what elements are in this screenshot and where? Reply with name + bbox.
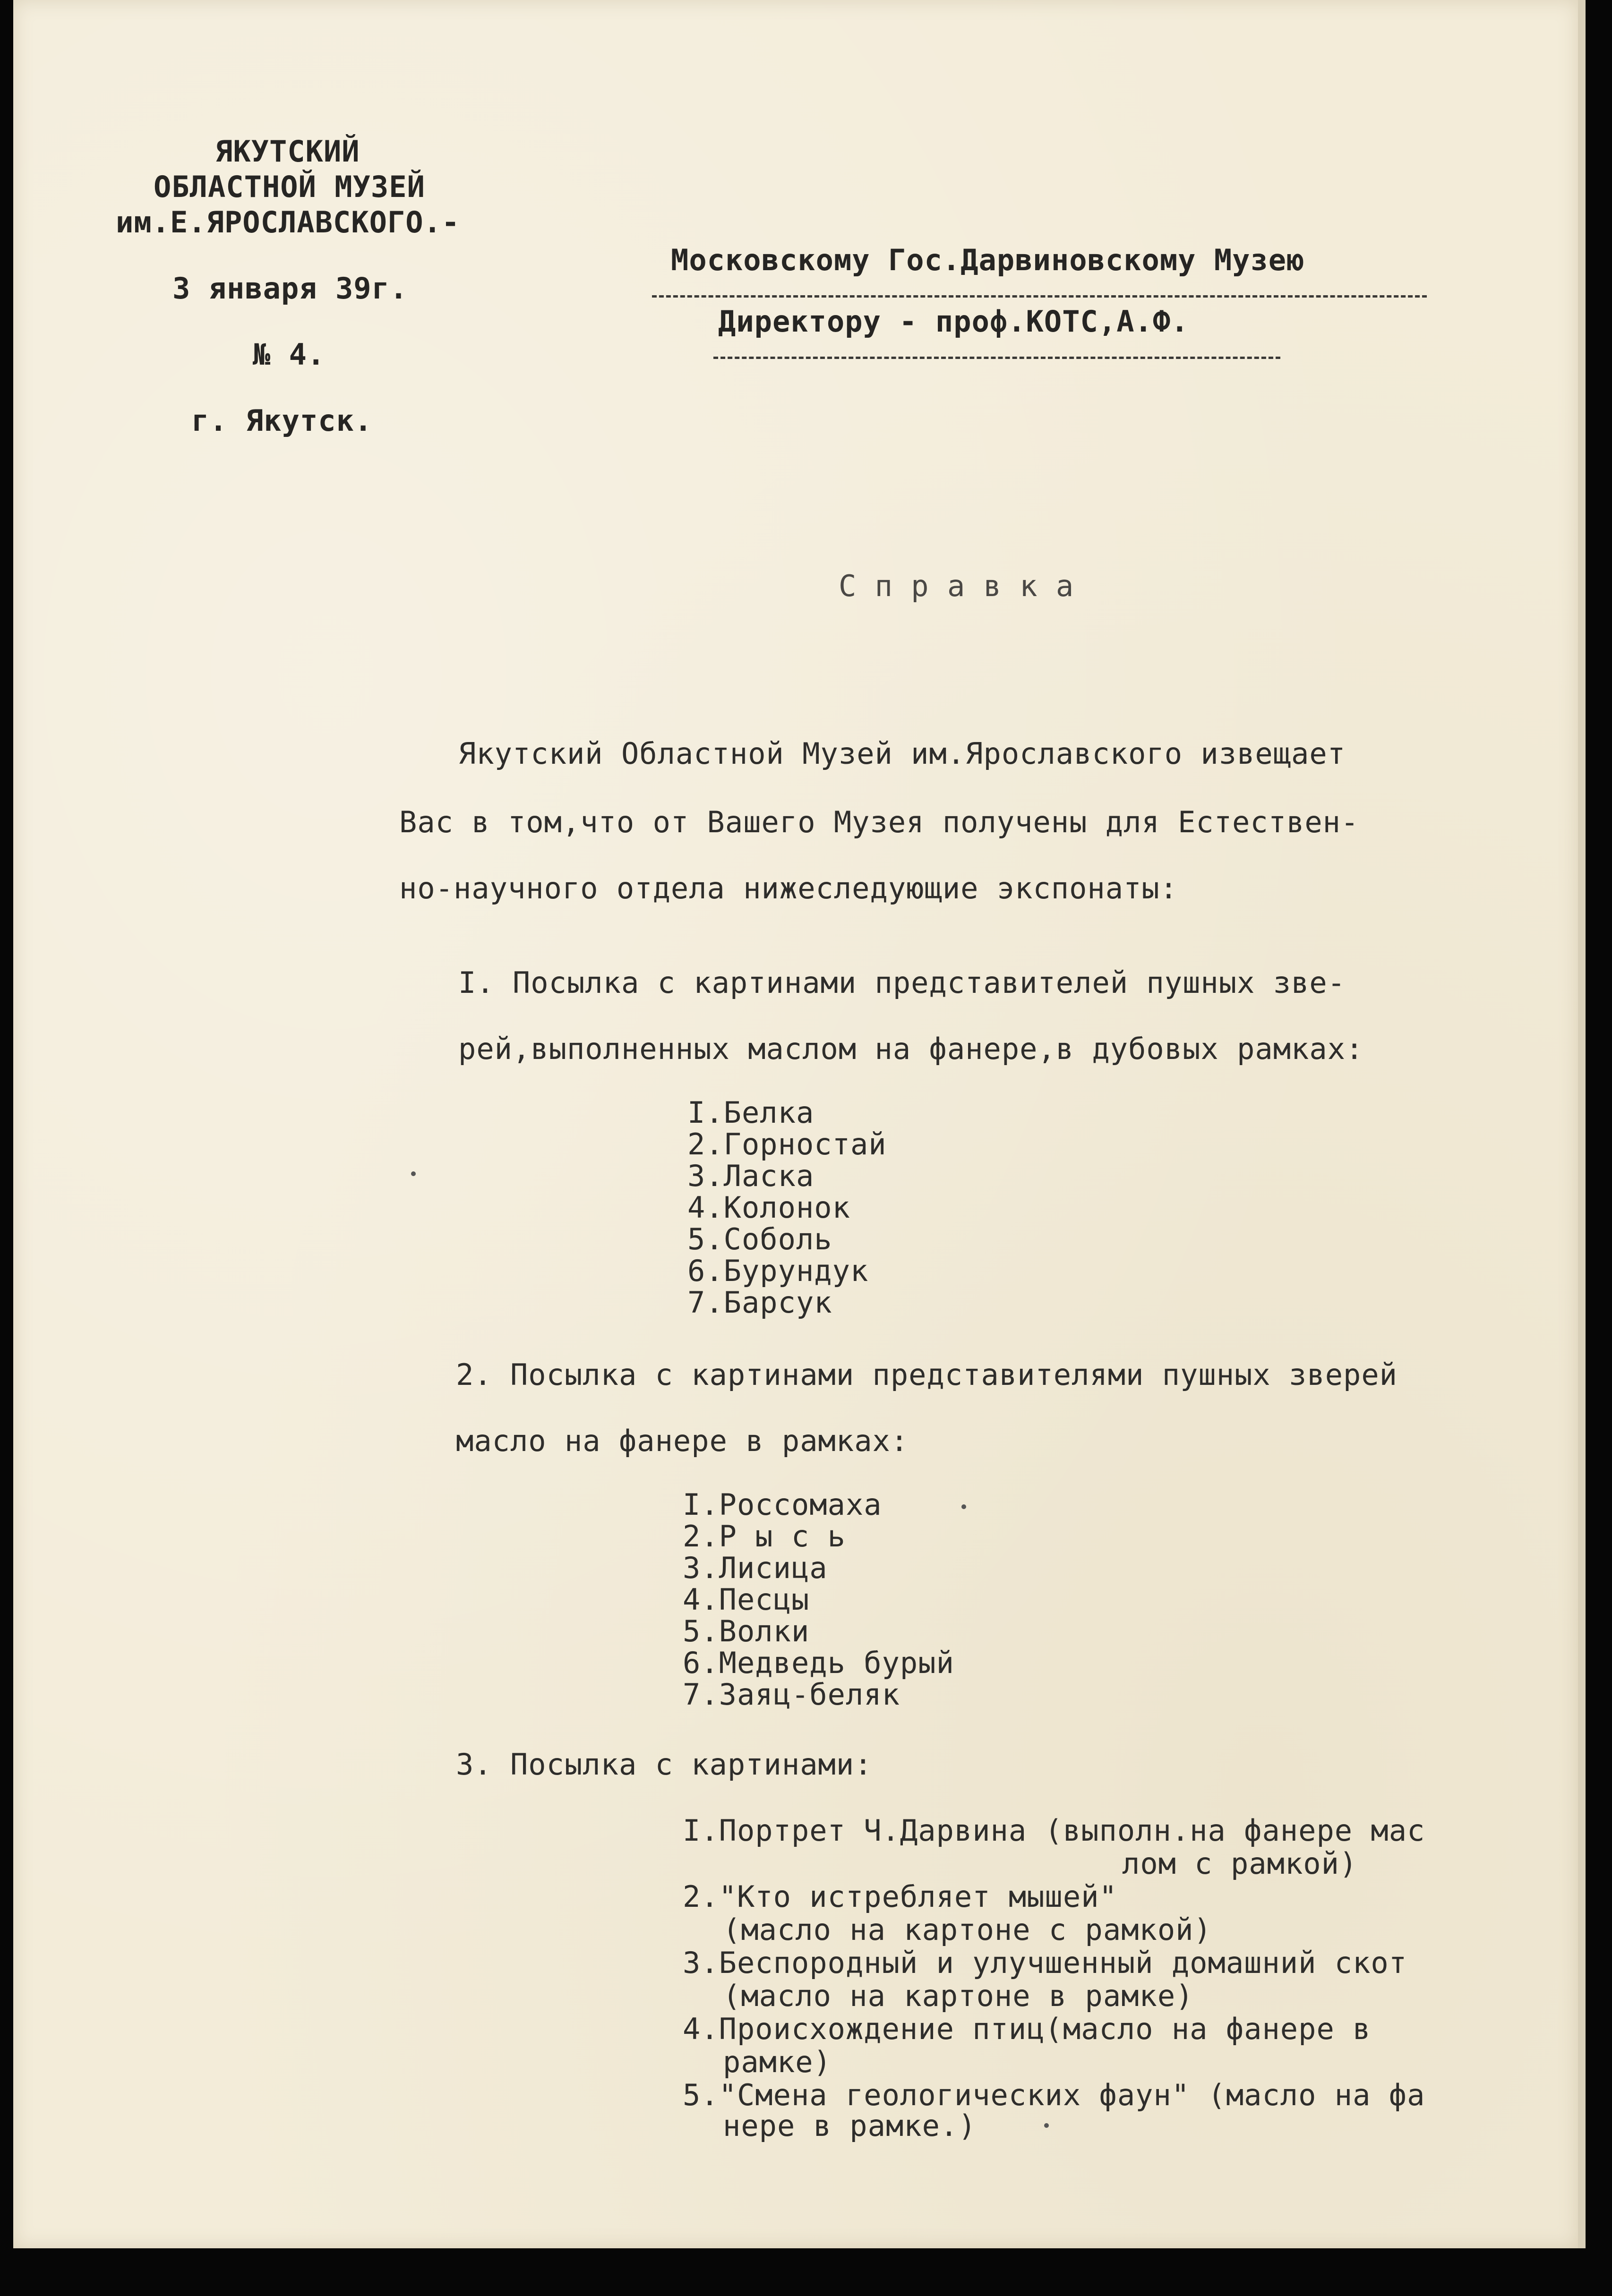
section1-item: 5.Соболь — [687, 1222, 832, 1256]
ink-speck — [1044, 2123, 1049, 2128]
section1-item: 6.Бурундук — [687, 1254, 869, 1288]
addressee-underline-2 — [713, 357, 1280, 359]
page-edge — [1578, 0, 1586, 2248]
section3-item-continuation: нере в рамке.) — [723, 2108, 977, 2143]
document-city: г. Якутск. — [191, 403, 373, 438]
section3-item-continuation: лом с рамкой) — [1122, 1846, 1358, 1881]
intro-line-3: но-научного отдела нижеследующие экспонаты: — [399, 871, 1178, 905]
ink-speck — [961, 1504, 966, 1509]
document-date: 3 января 39г. — [172, 271, 408, 306]
section3-item-continuation: рамке) — [723, 2045, 832, 2079]
addressee-line-1: Московскому Гос.Дарвиновскому Музею — [671, 243, 1305, 277]
section2-item: 4.Песцы — [683, 1582, 810, 1617]
institution-line-2: ОБЛАСТНОЙ МУЗЕЙ — [154, 170, 425, 204]
addressee-underline-1 — [652, 295, 1427, 298]
section2-item: 5.Волки — [683, 1614, 810, 1648]
institution-line-3: им.Е.ЯРОСЛАВСКОГО.- — [116, 205, 460, 239]
section3-item-continuation: (масло на картоне с рамкой) — [723, 1912, 1212, 1947]
section2-heading-line-1: 2. Посылка с картинами представителями пушных зверей — [456, 1357, 1398, 1392]
section3-item: 3.Беспородный и улучшенный домашний скот — [683, 1946, 1407, 1980]
section2-item: 7.Заяц-беляк — [683, 1677, 900, 1712]
section2-item: 2.Р ы с ь — [683, 1519, 846, 1553]
section1-item: I.Белка — [687, 1095, 815, 1130]
intro-line-1: Якутский Областной Музей им.Ярославского извещает — [458, 736, 1346, 771]
section1-heading-line-1: I. Посылка с картинами представителей пушных зве- — [458, 965, 1346, 1000]
section1-item: 2.Горностай — [687, 1127, 887, 1161]
section1-heading-line-2: рей,выполненных маслом на фанере,в дубовых рамках: — [458, 1032, 1364, 1066]
intro-line-2: Вас в том,что от Вашего Музея получены для Естествен- — [399, 805, 1359, 839]
document-number: № 4. — [253, 337, 326, 372]
section1-item: 4.Колонок — [687, 1190, 850, 1225]
document-title: С п р а в к а — [839, 569, 1074, 603]
section3-item: 5."Смена геологических фаун" (масло на фа — [683, 2078, 1425, 2112]
section2-item: 3.Лисица — [683, 1551, 828, 1585]
section3-item: 4.Происхождение птиц(масло на фанере в — [683, 2012, 1371, 2046]
institution-line-1: ЯКУТСКИЙ — [215, 134, 360, 169]
section1-item: 3.Ласка — [687, 1159, 815, 1193]
section2-heading-line-2: масло на фанере в рамках: — [456, 1424, 909, 1458]
addressee-line-2: Директору - проф.КОТС,А.Ф. — [718, 304, 1189, 339]
ink-speck — [411, 1171, 416, 1176]
section2-item: I.Россомаха — [683, 1487, 882, 1522]
section3-item: I.Портрет Ч.Дарвина (выполн.на фанере мас — [683, 1813, 1425, 1848]
section3-heading: 3. Посылка с картинами: — [456, 1747, 873, 1782]
section3-item: 2."Кто истребляет мышей" — [683, 1879, 1117, 1914]
section2-item: 6.Медведь бурый — [683, 1646, 954, 1680]
section3-item-continuation: (масло на картоне в рамке) — [723, 1979, 1194, 2013]
section1-item: 7.Барсук — [687, 1285, 832, 1320]
